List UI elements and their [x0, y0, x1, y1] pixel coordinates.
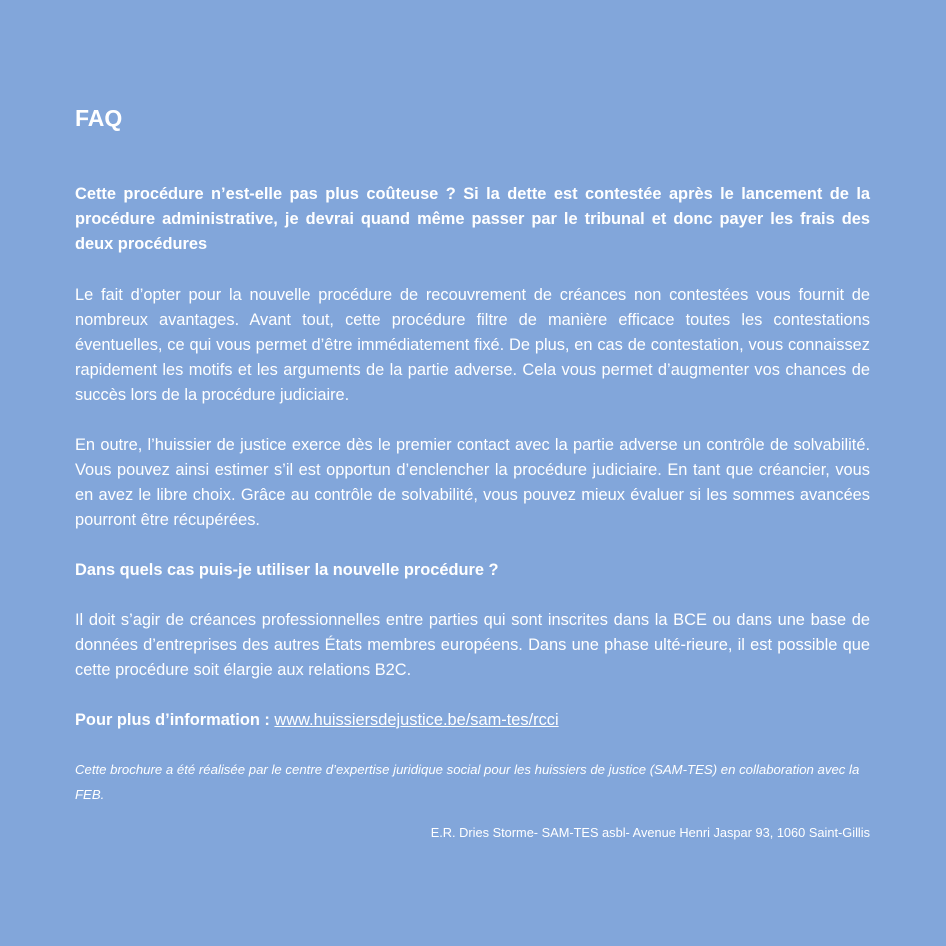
more-info-link[interactable]: www.huissiersdejustice.be/sam-tes/rcci: [274, 711, 559, 729]
more-info-label: Pour plus d’information :: [75, 711, 270, 729]
answer-usage-paragraph: Il doit s’agir de créances professionnelles entre parties qui sont inscrites dans la BCE ou dans une base de données d’entreprises des autres États membres européens. Dans une phase ulté-rieure, il est possible que cette procédure soit élargie aux relations B2C.: [75, 611, 870, 679]
more-info: [75, 708, 870, 733]
answer-cost-paragraph-1: Le fait d’opter pour la nouvelle procédure de recouvrement de créances non contestées vous fournit de nombreux avantages. Avant tout, cette procédure filtre de manière efficace toutes les contestations éventuelles, ce qui vous permet d’être immédiatement fixé. De plus, en cas de contestation, vous connaissez rapidement les motifs et les arguments de la partie adverse. Cela vous permet d’augmenter vos chances de succès lors de la procédure judiciaire.: [75, 286, 870, 404]
page-title: FAQ: [75, 105, 123, 131]
question-usage: Dans quels cas puis-je utiliser la nouvelle procédure ?: [75, 561, 499, 579]
brochure-credit: Cette brochure a été réalisée par le centre d’expertise juridique social pour les huissiers de justice (SAM-TES) en collaboration avec la FEB.: [75, 762, 860, 802]
publisher-info: E.R. Dries Storme- SAM-TES asbl- Avenue Henri Jaspar 93, 1060 Saint-Gillis: [430, 825, 870, 840]
answer-cost-paragraph-2: En outre, l’huissier de justice exerce dès le premier contact avec la partie adverse un contrôle de solvabilité. Vous pouvez ainsi estimer s’il est opportun d’enclencher la procédure judiciaire. En tant que créancier, vous en avez le libre choix. Grâce au contrôle de solvabilité, vous pouvez mieux évaluer si les sommes avancées pourront être récupérées.: [75, 436, 870, 529]
question-cost: Cette procédure n’est-elle pas plus coûteuse ? Si la dette est contestée après le lancement de la procédure administrative, je devrai quand même passer par le tribunal et donc payer les frais des deux procédures: [75, 185, 870, 253]
